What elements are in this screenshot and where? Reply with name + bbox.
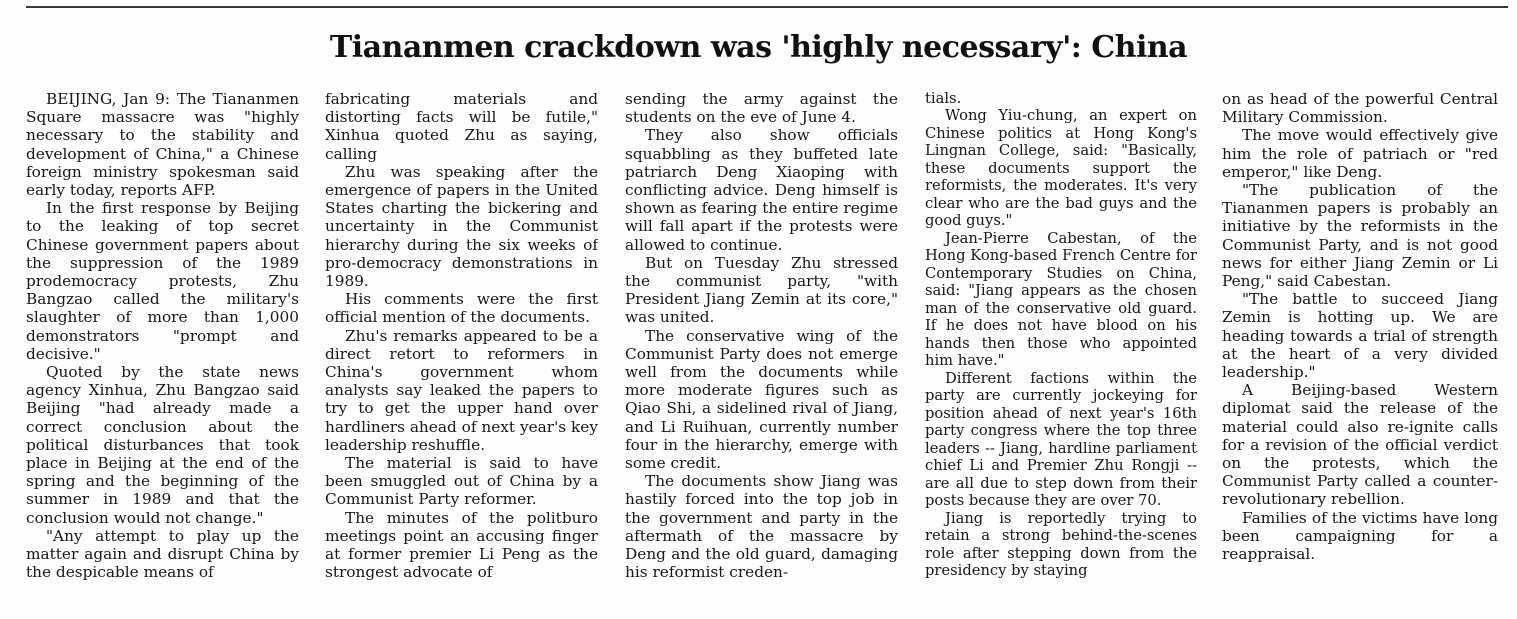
paragraph: Jean-Pierre Cabestan, of the Hong Kong-based French Centre for Contemporary Studies on China, said: "Jiang appears as the chosen man of the conservative old guard. If he does not have blood on his hands then those who appointed him have.": [925, 229, 1197, 370]
paragraph: "The publication of the Tiananmen papers is probably an initiative by the reformists in the Communist Party, and is not good news for either Jiang Zemin or Li Peng," said Cabestan.: [1222, 181, 1498, 291]
paragraph-continued: tials.: [925, 90, 962, 107]
paragraph: But on Tuesday Zhu stressed the communist party, "with President Jiang Zemin at its core," was united.: [625, 253, 898, 327]
paragraph: Quoted by the state news agency Xinhua, Zhu Bangzao said Beijing "had already made a correct conclusion about the political disturbances that took place in Beijing at the end of the spring and the beginning of the summer in 1989 and that the conclusion would not change.": [26, 363, 299, 527]
paragraph-continued: fabricating materials and distorting facts will be futile," Xinhua quoted Zhu as saying, calling: [325, 90, 598, 163]
headline: Tiananmen crackdown was 'highly necessary': China: [329, 30, 1188, 65]
paragraph-continued: sending the army against the students on the eve of June 4.: [625, 90, 898, 127]
paragraph: Jiang is reportedly trying to retain a strong behind-the-scenes role after stepping down from the presidency by staying: [925, 509, 1197, 580]
paragraph: A Beijing-based Western diplomat said the release of the material could also re-ignite calls for a revision of the official verdict on the protests, which the Communist Party called a counter-revolutionary rebellion.: [1222, 381, 1498, 509]
paragraph: They also show officials squabbling as they buffeted late patriarch Deng Xiaoping with conflicting advice. Deng himself is shown as fearing the entire regime will fall apart if the protests were allowed to continue.: [625, 126, 898, 254]
top-rule: [26, 6, 1508, 8]
paragraph: Wong Yiu-chung, an expert on Chinese politics at Hong Kong's Lingnan College, said: "Basically, these documents support the reformists, the moderates. It's very clear who are the bad guys and the good guys.": [925, 107, 1197, 230]
article-column-1: [26, 90, 299, 600]
paragraph: The move would effectively give him the role of patriach or "red emperor," like Deng.: [1222, 126, 1498, 181]
paragraph: His comments were the first official mention of the documents.: [325, 290, 598, 327]
paragraph: "Any attempt to play up the matter again and disrupt China by the despicable means of: [26, 526, 299, 582]
paragraph: Families of the victims have long been campaigning for a reappraisal.: [1222, 508, 1498, 564]
paragraph: BEIJING, Jan 9: The Tiananmen Square massacre was "highly necessary to the stability and development of China," a Chinese foreign ministry spokesman said early today, reports AFP.: [26, 90, 299, 200]
paragraph: The minutes of the politburo meetings point an accusing finger at former premier Li Peng as the strongest advocate of: [325, 508, 598, 582]
paragraph: The documents show Jiang was hastily forced into the top job in the government and party in the aftermath of the massacre by Deng and the old guard, damaging his reformist creden-: [625, 472, 898, 582]
paragraph: Zhu's remarks appeared to be a direct retort to reformers in China's government whom analysts say leaked the papers to try to get the upper hand over hardliners ahead of next year's key leadership reshuffle.: [325, 326, 598, 454]
paragraph-continued: on as head of the powerful Central Military Commission.: [1222, 90, 1498, 127]
paragraph: The conservative wing of the Communist Party does not emerge well from the documents while more moderate figures such as Qiao Shi, a sidelined rival of Jiang, and Li Ruihuan, currently number four in the hierarchy, emerge with some credit.: [625, 326, 898, 473]
article-column-5: [1222, 90, 1498, 600]
paragraph: Different factions within the party are currently jockeying for position ahead of next year's 16th party congress where the top three leaders -- Jiang, hardline parliament chief Li and Premier Zhu Rongji -- are all due to step down from their posts because they are over 70.: [925, 369, 1197, 510]
paragraph: The material is said to have been smuggled out of China by a Communist Party reformer.: [325, 454, 598, 509]
article-column-4: [925, 90, 1197, 600]
article-column-2: [325, 90, 598, 600]
paragraph: Zhu was speaking after the emergence of papers in the United States charting the bickering and uncertainty in the Communist hierarchy during the six weeks of pro-democracy demonstrations in 1989.: [325, 162, 598, 291]
article-column-3: [625, 90, 898, 600]
paragraph: In the first response by Beijing to the leaking of top secret Chinese government papers about the suppression of the 1989 prodemocracy protests, Zhu Bangzao called the military's slaughter of more than 1,000 demonstrators "prompt and decisive.": [26, 199, 299, 363]
paragraph: "The battle to succeed Jiang Zemin is hotting up. We are heading towards a trial of strength at the heart of a very divided leadership.": [1222, 290, 1498, 382]
